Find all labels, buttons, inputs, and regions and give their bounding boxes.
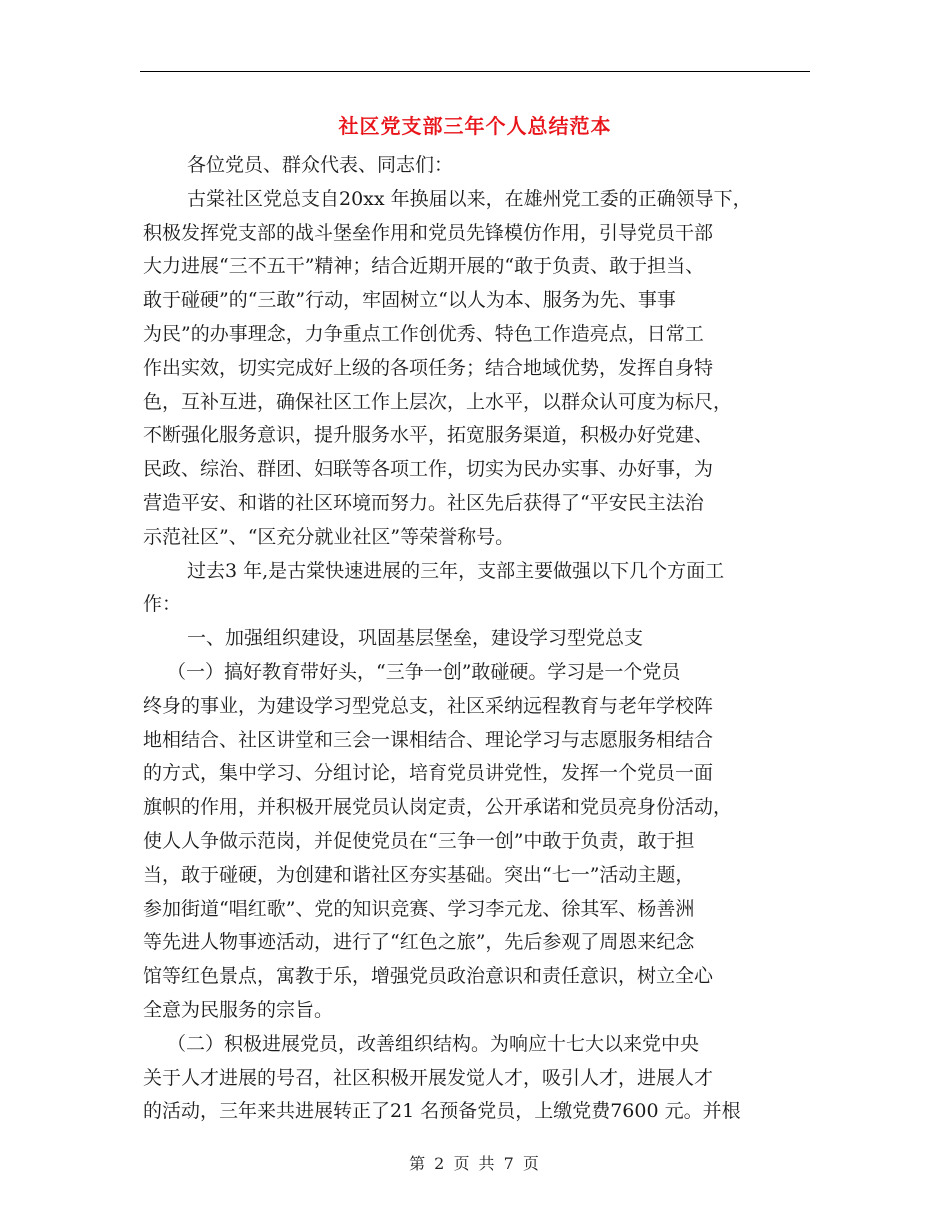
salutation-line: 各位党员、群众代表、同志们： xyxy=(187,154,454,176)
document-title: 社区党支部三年个人总结范本 xyxy=(338,114,612,138)
paragraph-line: 敢于碰硬”的“三敢”行动，牢固树立“以人为本、服务为先、事事 xyxy=(143,289,676,312)
document-body xyxy=(143,149,815,1129)
paragraph-line: 积极发挥党支部的战斗堡垒作用和党员先锋模仿作用，引导党员干部 xyxy=(143,221,714,244)
paragraph-line: 大力进展“三不五干”精神；结合近期开展的“敢于负责、敢于担当、 xyxy=(143,255,705,278)
paragraph-line: 作出实效，切实完成好上级的各项任务；结合地域优势，发挥自身特 xyxy=(143,356,714,379)
paragraph-line: 地相结合、社区讲堂和三会一课相结合、理论学习与志愿服务相结合 xyxy=(143,728,714,751)
paragraph-line: 不断强化服务意识，提升服务水平，拓宽服务渠道，积极办好党建、 xyxy=(143,424,714,447)
paragraph-line: 过去3 年,是古棠快速进展的三年，支部主要做强以下几个方面工 xyxy=(187,559,725,582)
paragraph-line: 等先进人物事迹活动，进行了“红色之旅”，先后参观了周恩来纪念 xyxy=(143,931,695,954)
paragraph-line: 的方式，集中学习、分组讨论，培育党员讲党性，发挥一个党员一面 xyxy=(143,762,714,785)
paragraph-line: 终身的事业，为建设学习型党总支，社区采纳远程教育与老年学校阵 xyxy=(143,694,714,717)
page-footer: 第 2 页 共 7 页 xyxy=(409,1154,541,1173)
paragraph-line: 的活动，三年来共进展转正了21 名预备党员，上缴党费7600 元。并根 xyxy=(143,1100,741,1123)
paragraph-line: 参加街道“唱红歌”、党的知识竞赛、学习李元龙、徐其军、杨善洲 xyxy=(143,897,695,920)
paragraph-line: 民政、综治、群团、妇联等各项工作，切实为民办实事、办好事，为 xyxy=(143,458,714,481)
paragraph-line: 使人人争做示范岗，并促使党员在“三争一创”中敢于负责，敢于担 xyxy=(143,829,695,852)
paragraph-line: 全意为民服务的宗旨。 xyxy=(143,998,334,1021)
paragraph-line: 古棠社区党总支自20xx 年换届以来，在雄州党工委的正确领导下， xyxy=(187,187,752,210)
header-rule xyxy=(140,71,810,72)
paragraph-line: 馆等红色景点，寓教于乐，增强党员政治意识和责任意识，树立全心 xyxy=(143,965,714,988)
subsection-heading-line: （一）搞好教育带好头，“三争一创”敢碰硬。学习是一个党员 xyxy=(167,660,681,683)
paragraph-line: 当，敢于碰硬，为创建和谐社区夯实基础。突出“七一”活动主题， xyxy=(143,863,695,886)
paragraph-line: 示范社区”、“区充分就业社区”等荣誉称号。 xyxy=(143,525,515,548)
paragraph-line: 作： xyxy=(143,593,182,616)
paragraph-line: 旗帜的作用，并积极开展党员认岗定责，公开承诺和党员亮身份活动， xyxy=(143,796,733,819)
section-heading: 一、加强组织建设，巩固基层堡垒，建设学习型党总支 xyxy=(187,627,644,650)
paragraph-line: 色，互补互进，确保社区工作上层次，上水平，以群众认可度为标尺， xyxy=(143,390,733,413)
paragraph-line: 关于人才进展的号召，社区积极开展发觉人才，吸引人才，进展人才 xyxy=(143,1066,714,1089)
paragraph-line: 为民”的办事理念，力争重点工作创优秀、特色工作造亮点，日常工 xyxy=(143,322,704,345)
paragraph-line: 营造平安、和谐的社区环境而努力。社区先后获得了“平安民主法治 xyxy=(143,491,704,514)
subsection-heading-line: （二）积极进展党员，改善组织结构。为响应十七大以来党中央 xyxy=(167,1032,700,1055)
